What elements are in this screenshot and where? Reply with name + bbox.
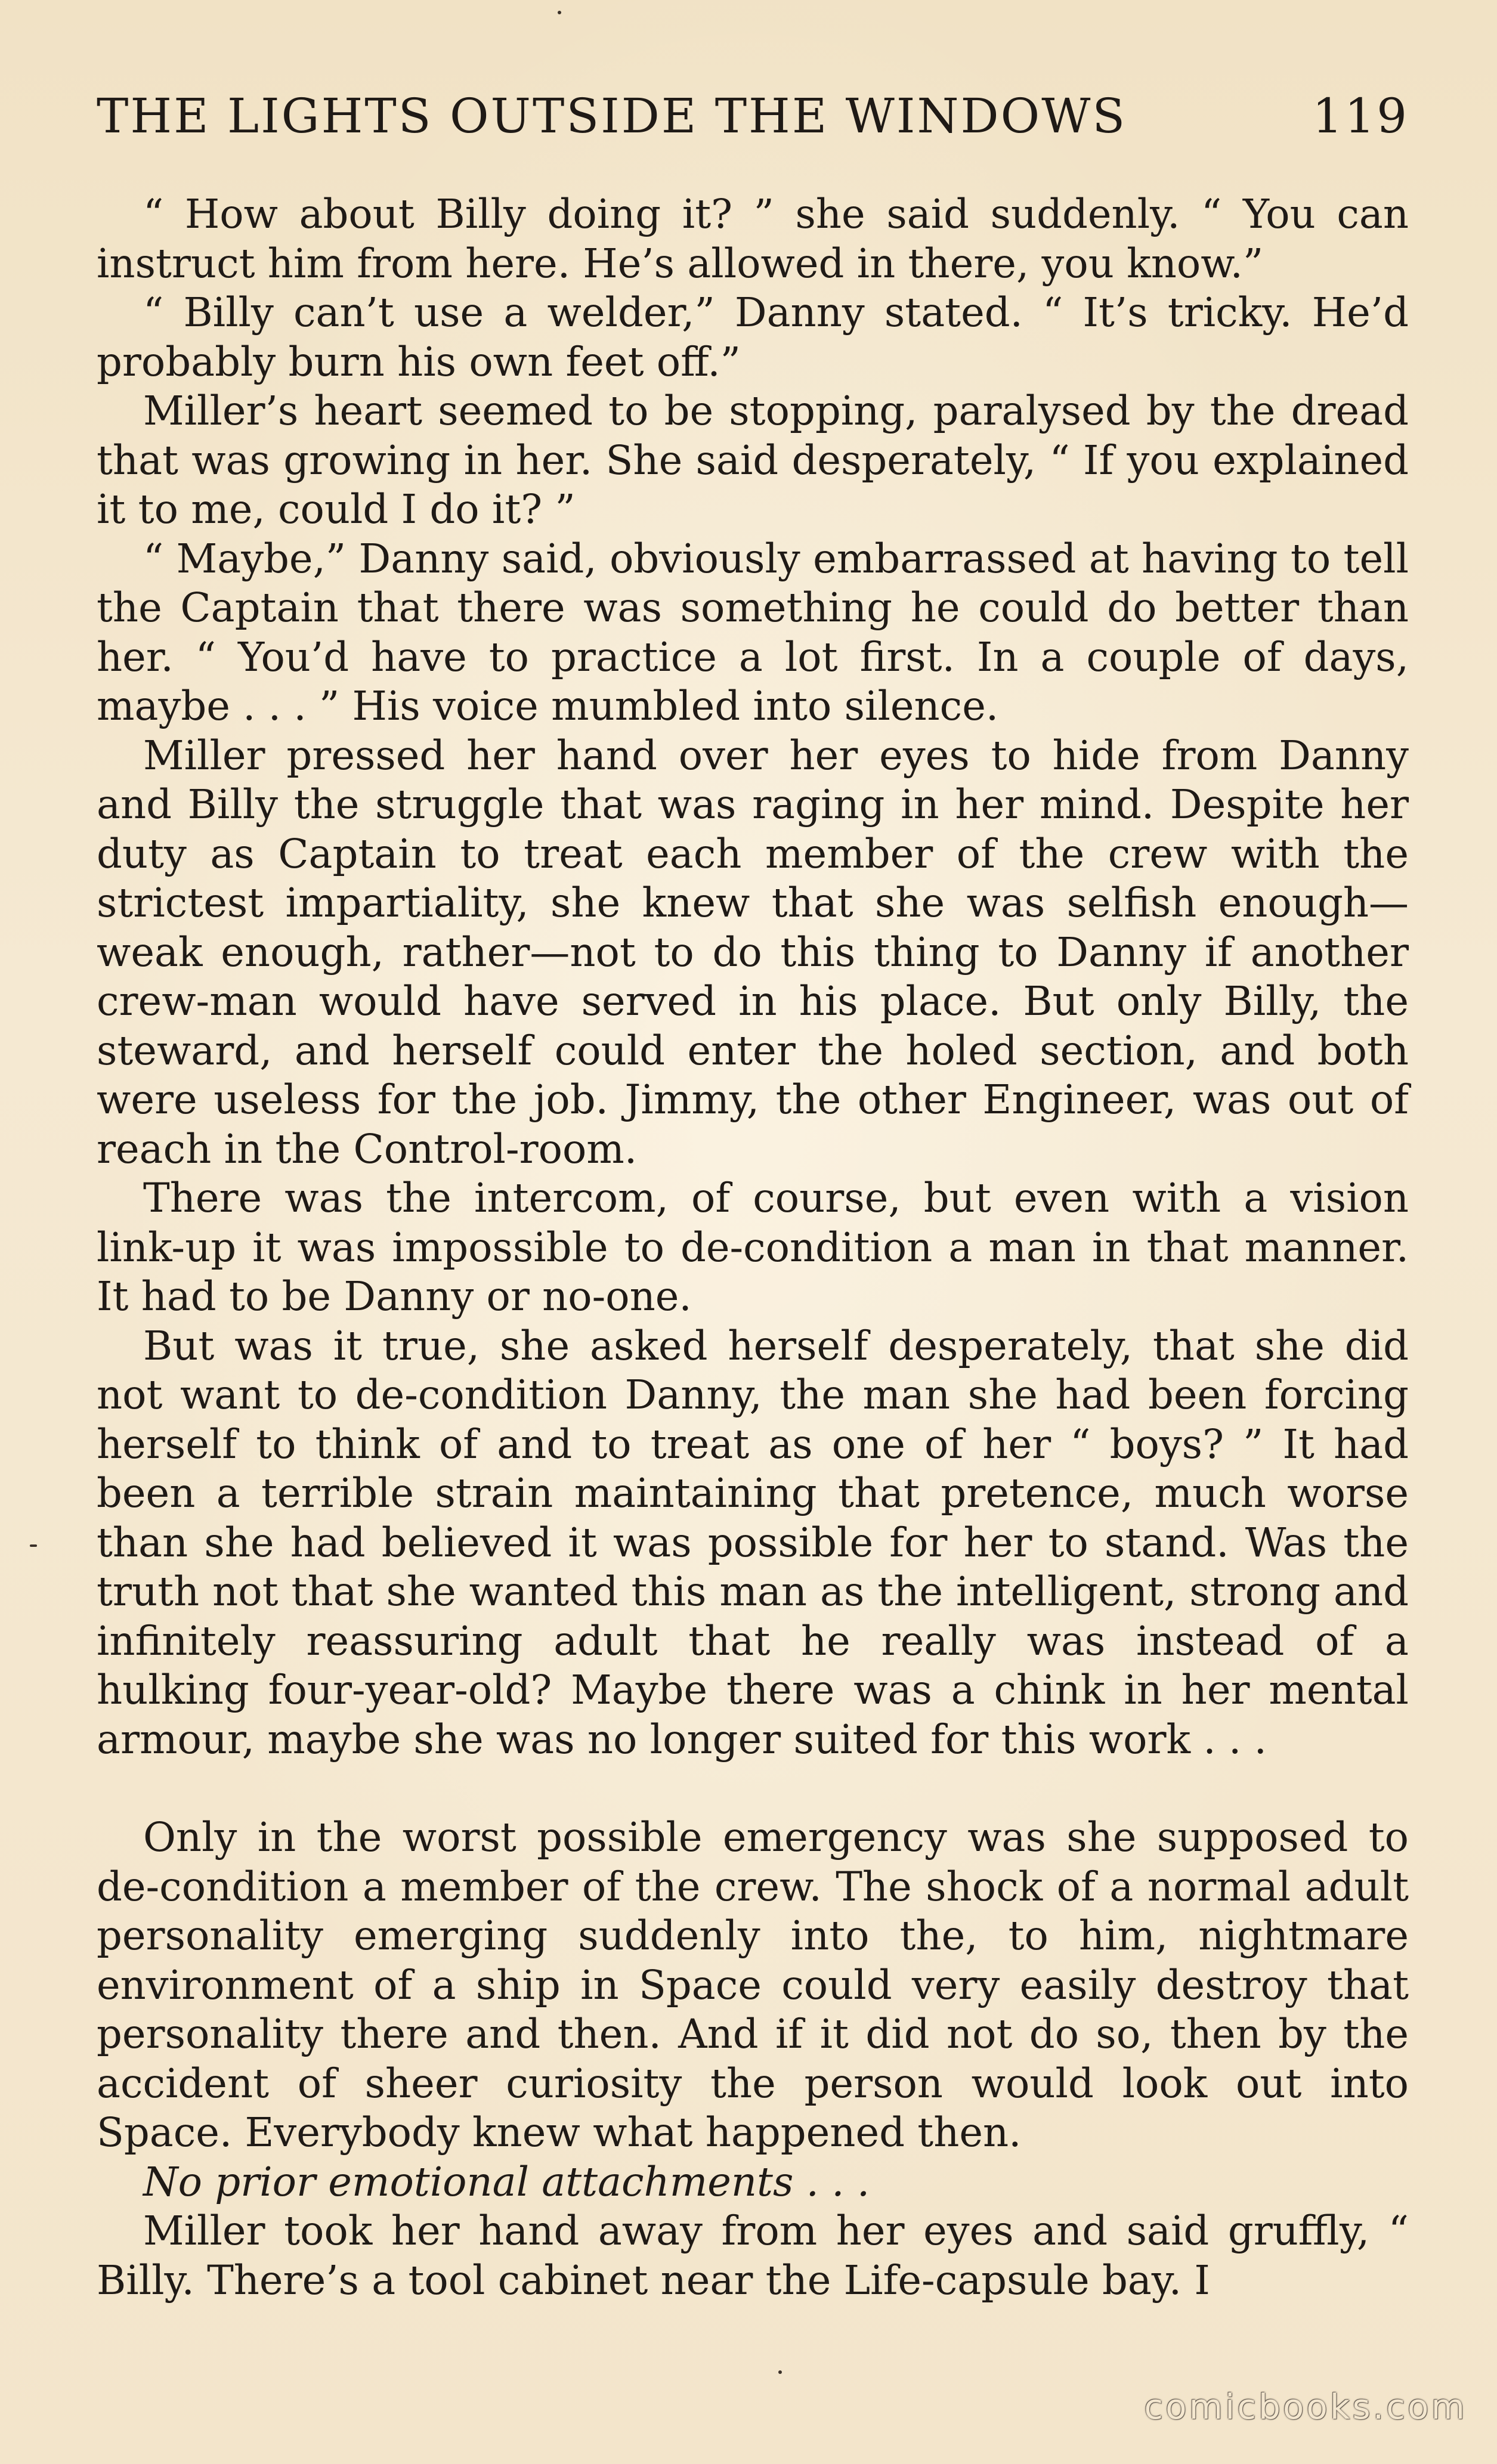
italic-paragraph: No prior emotional attachments . . . bbox=[143, 2158, 870, 2205]
body-text bbox=[97, 190, 1409, 2305]
watermark: comicbooks.com bbox=[1144, 2386, 1467, 2427]
paragraph: “ How about Billy doing it? ” she said suddenly. “ You can instruct him from here. He’s allowed in there, you know.” bbox=[97, 191, 1409, 287]
paragraph: “ Maybe,” Danny said, obviously embarrassed at having to tell the Captain that there was something he could do better than her. “ You’d have to practice a lot first. In a couple of days, maybe . . . ” His voice mumbled into silence. bbox=[97, 535, 1409, 729]
page-number: 119 bbox=[1312, 88, 1409, 144]
ink-speck bbox=[558, 11, 561, 14]
paragraph: Miller took her hand away from her eyes and said gruffly, “ Billy. There’s a tool cabinet near the Life-capsule bay. I bbox=[97, 2208, 1409, 2304]
paragraph: There was the intercom, of course, but even with a vision link-up it was impossible to de-condition a man in that manner. It had to be Danny or no-one. bbox=[97, 1175, 1409, 1320]
paragraph: “ Billy can’t use a welder,” Danny stated. “ It’s tricky. He’d probably burn his own feet off.” bbox=[97, 289, 1409, 385]
running-header bbox=[97, 88, 1409, 154]
paragraph: But was it true, she asked herself desperately, that she did not want to de-condition Danny, the man she had been forcing herself to think of and to treat as one of her “ boys? ” It had been a terrible strain maintaining that pretence, much worse than she had believed it was possible for her to stand. Was the truth not that she wanted this man as the intelligent, strong and infinitely reassuring adult that he really was instead of a hulking four-year-old? Maybe there was a chink in her mental armour, maybe she was no longer suited for this work . . . bbox=[97, 1322, 1409, 1763]
paragraph: Miller pressed her hand over her eyes to hide from Danny and Billy the struggle that was raging in her mind. Despite her duty as Captain to treat each member of the crew with the strictest impartiality, she knew that she was selfish enough—weak enough, rather—not to do this thing to Danny if another crew-man would have served in his place. But only Billy, the steward, and herself could enter the holed section, and both were useless for the job. Jimmy, the other Engineer, was out of reach in the Control-room. bbox=[97, 732, 1409, 1172]
ink-speck bbox=[30, 1544, 37, 1547]
paragraph: Miller’s heart seemed to be stopping, paralysed by the dread that was growing in her. She said desperately, “ If you explained it to me, could I do it? ” bbox=[97, 388, 1409, 533]
paragraph: Only in the worst possible emergency was she supposed to de-condition a member of the crew. The shock of a normal adult personality emerging suddenly into the, to him, nightmare environment of a ship in Space could very easily destroy that personality there and then. And if it did not do so, then by the accident of sheer curiosity the person would look out into Space. Everybody knew what happened then. bbox=[97, 1814, 1409, 2156]
ink-speck bbox=[778, 2370, 782, 2374]
running-title: THE LIGHTS OUTSIDE THE WINDOWS bbox=[97, 88, 1127, 144]
